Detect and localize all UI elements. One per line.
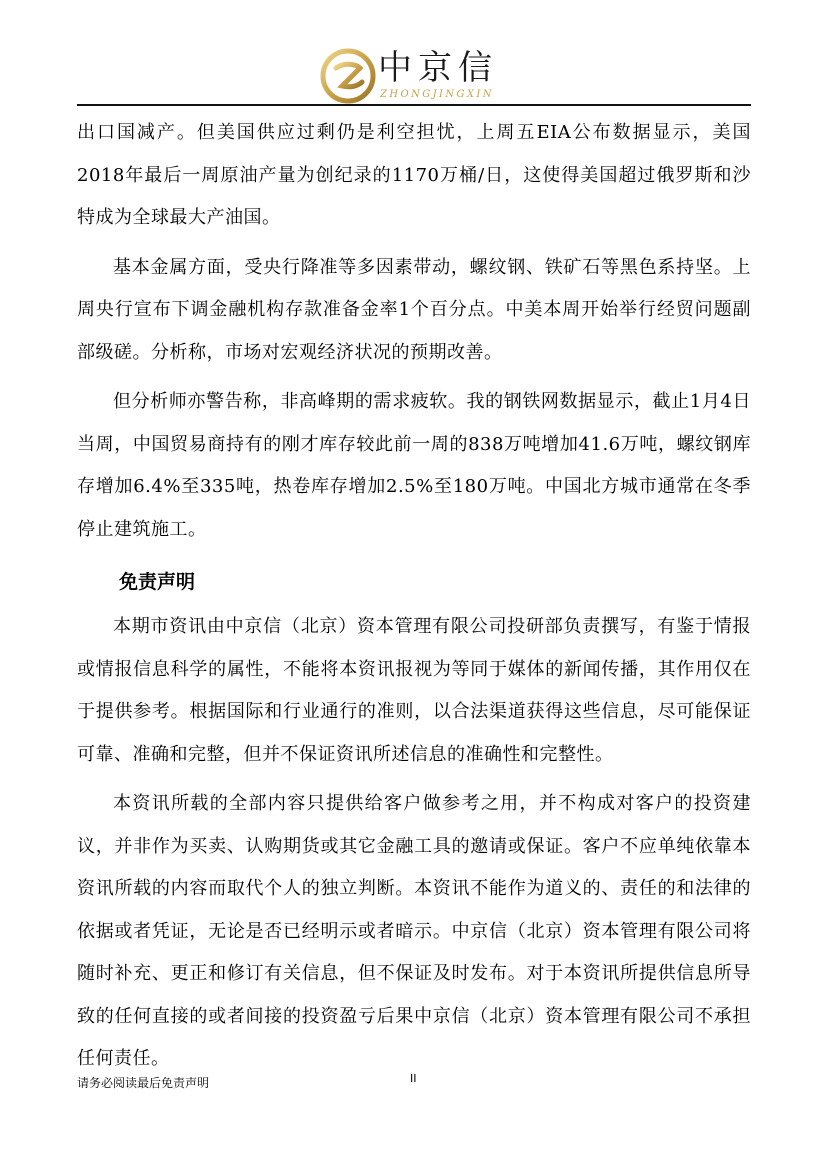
company-logo xyxy=(320,46,530,108)
disclaimer-paragraph-1: 本期市资讯由中京信（北京）资本管理有限公司投研部负责撰写，有鉴于情报或情报信息科学的属性，不能将本资讯报视为等同于媒体的新闻传播，其作用仅在于提供参考。根据国际和行业通行的准则，以合法渠道获得这些信息，尽可能保证可靠、准确和完整，但并不保证资讯所述信息的准确性和完整性。 xyxy=(77,616,751,765)
paragraph-2: 基本金属方面，受央行降准等多因素带动，螺纹钢、铁矿石等黑色系持坚。上周央行宣布下调金融机构存款准备金率1个百分点。中美本周开始举行经贸问题副部级磋。分析称，市场对宏观经济状况的预期改善。 xyxy=(77,256,751,363)
zhongjingxin-logo-mark-icon xyxy=(320,48,376,104)
disclaimer-paragraph-2: 本资讯所载的全部内容只提供给客户做参考之用，并不构成对客户的投资建议，并非作为买卖、认购期货或其它金融工具的邀请或保证。客户不应单纯依靠本资讯所载的内容而取代个人的独立判断。本资讯不能作为道义的、责任的和法律的依据或者凭证，无论是否已经明示或者暗示。中京信（北京）资本管理有限公司将随时补充、更正和修订有关信息，但不保证及时发布。对于本资讯所提供信息所导致的任何直接的或者间接的投资盈亏后果中京信（北京）资本管理有限公司不承担任何责任。 xyxy=(77,793,751,1069)
disclaimer-heading: 免责声明 xyxy=(119,571,196,593)
paragraph-1: 出口国减产。但美国供应过剩仍是利空担忧，上周五EIA公布数据显示，美国2018年最后一周原油产量为创纪录的1170万桶/日，这使得美国超过俄罗斯和沙特成为全球最大产油国。 xyxy=(77,122,751,228)
paragraph-3: 但分析师亦警告称，非高峰期的需求疲软。我的钢铁网数据显示，截止1月4日当周，中国贸易商持有的刚才库存较此前一周的838万吨增加41.6万吨，螺纹钢库存增加6.4%至335吨，热卷库存增加2.5%至180万吨。中国北方城市通常在冬季停止建筑施工。 xyxy=(77,391,751,540)
logo-english-name: ZHONGJINGXIN xyxy=(380,89,494,100)
logo-chinese-name: 中京信 xyxy=(378,48,498,88)
page-number: II xyxy=(410,1072,417,1085)
page-header xyxy=(0,0,827,110)
footer-note: 请务必阅读最后免责声明 xyxy=(77,1076,210,1090)
document-body xyxy=(77,112,751,1088)
header-rule xyxy=(77,104,751,106)
